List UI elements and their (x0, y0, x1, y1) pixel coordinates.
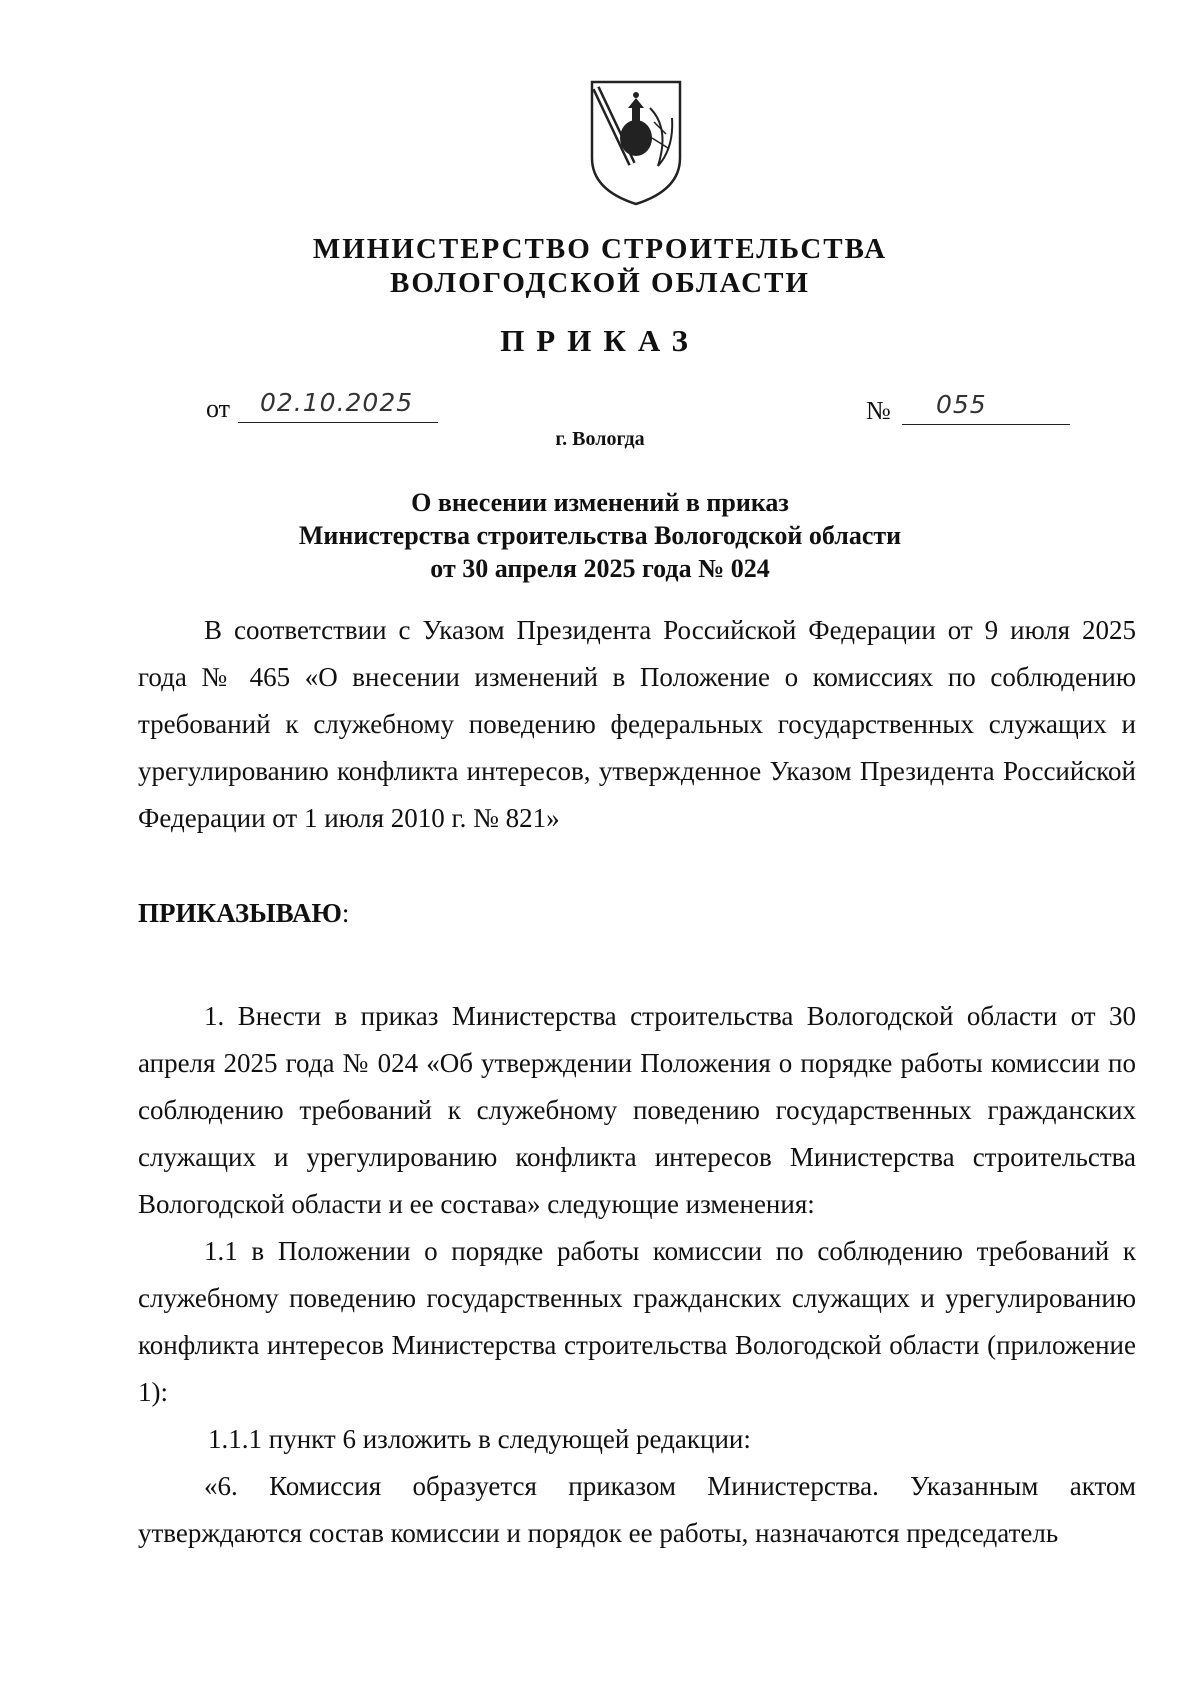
date-value: 02.10.2025 (260, 388, 414, 417)
subject-line-3: от 30 апреля 2025 года № 024 (430, 554, 770, 583)
ministry-name (0, 232, 1200, 300)
order-subject (0, 486, 1200, 585)
order-items (138, 993, 1136, 1557)
number-field (902, 390, 1070, 425)
order-word (138, 898, 349, 929)
number-label: № (866, 396, 891, 425)
order-word-colon: : (341, 898, 350, 928)
preamble (138, 607, 1136, 842)
item-1: 1. Внести в приказ Министерства строительства Вологодской области от 30 апреля 2025 года № 024 «Об утверждении Положения о порядке работы комиссии по соблюдению требований к служебному поведению государственных гражданских служащих и урегулированию конфликта интересов Министерства строительства Вологодской области и ее состава» следующие изменения: (138, 1001, 1136, 1219)
document-type: ПРИКАЗ (500, 323, 700, 358)
order-word-text: ПРИКАЗЫВАЮ (138, 898, 342, 928)
date-label: от (206, 394, 231, 423)
number-value: 055 (936, 390, 987, 419)
vologda-coat-of-arms-icon (588, 78, 684, 208)
ministry-line-2: ВОЛОГОДСКОЙ ОБЛАСТИ (390, 267, 810, 299)
date-field (238, 388, 438, 423)
ministry-line-1: МИНИСТЕРСТВО СТРОИТЕЛЬСТВА (312, 233, 888, 265)
item-1-1: 1.1 в Положении о порядке работы комиссии по соблюдению требований к служебному поведению государственных гражданских служащих и урегулированию конфликта интересов Министерства строительства Вологодской области (приложение 1): (138, 1236, 1136, 1407)
city: г. Вологда (555, 428, 645, 450)
subject-line-2: Министерства строительства Вологодской области (298, 521, 902, 550)
subject-line-1: О внесении изменений в приказ (411, 488, 789, 517)
preamble-text: В соответствии с Указом Президента Российской Федерации от 9 июля 2025 года № 465 «О внесении изменений в Положение о комиссиях по соблюдению требований к служебному поведению федеральных государственных служащих и урегулированию конфликта интересов, утвержденное Указом Президента Российской Федерации от 1 июля 2010 г. № 821» (138, 615, 1136, 833)
item-point-6: «6. Комиссия образуется приказом Министерства. Указанным актом утверждаются состав комиссии и порядок ее работы, назначаются председатель (138, 1471, 1136, 1548)
item-1-1-1: 1.1.1 пункт 6 изложить в следующей редакции: (208, 1424, 751, 1454)
